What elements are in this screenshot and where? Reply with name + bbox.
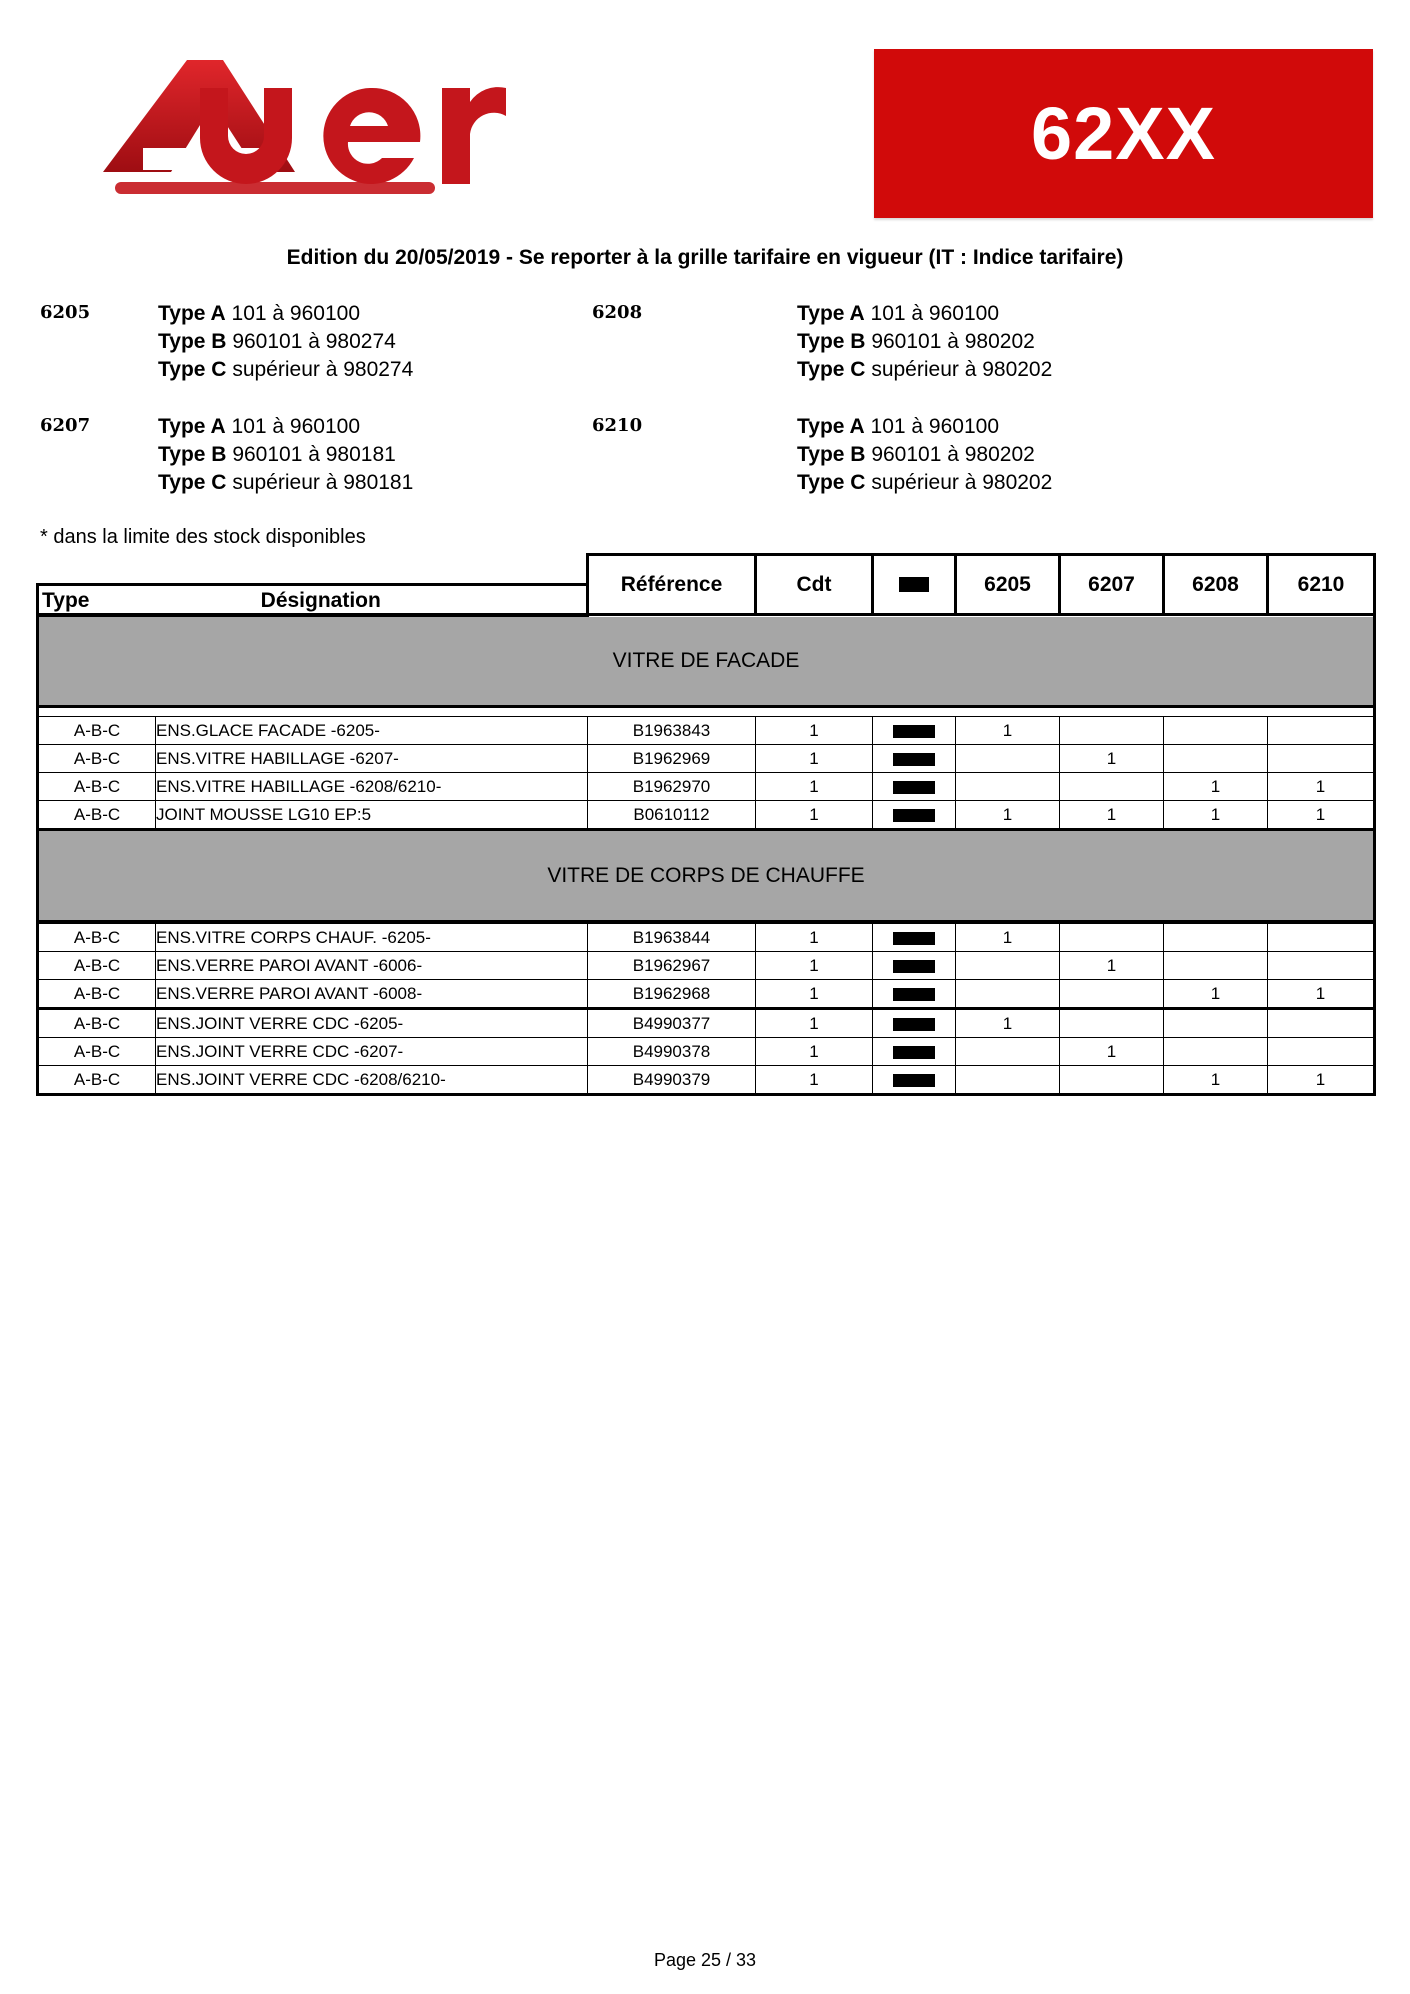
- table-cell: [873, 1038, 956, 1066]
- table-cell: [1164, 745, 1268, 773]
- table-cell: 1: [756, 801, 873, 830]
- serial-range: 101 à 960100: [870, 415, 999, 438]
- section-row: [38, 615, 1375, 707]
- redacted-block-icon: [893, 988, 935, 1001]
- serial-range: 960101 à 980202: [871, 330, 1035, 353]
- edition-line: Edition du 20/05/2019 - Se reporter à la grille tarifaire en vigueur (IT : Indice tarifaire): [286, 246, 1124, 269]
- table-cell: 1: [956, 1009, 1060, 1038]
- range-model-6205: 6205: [40, 302, 91, 323]
- type-line: [797, 300, 1052, 328]
- type-line: [797, 441, 1052, 469]
- table-row: [38, 801, 1375, 830]
- table-cell: 1: [1268, 773, 1375, 801]
- table-cell: ENS.VITRE HABILLAGE -6207-: [156, 745, 588, 773]
- serial-range: supérieur à 980202: [871, 471, 1053, 494]
- table-cell: JOINT MOUSSE LG10 EP:5: [156, 801, 588, 830]
- redacted-block-icon: [893, 932, 935, 945]
- table-row: [38, 1038, 1375, 1066]
- table-cell: A-B-C: [38, 745, 156, 773]
- table-cell: 1: [756, 1038, 873, 1066]
- redacted-block-icon: [899, 577, 929, 592]
- table-cell: ENS.JOINT VERRE CDC -6208/6210-: [156, 1066, 588, 1095]
- table-header-top: [38, 555, 1375, 585]
- type-line: [158, 469, 413, 497]
- serial-range: 960101 à 980202: [871, 443, 1035, 466]
- table-row: [38, 924, 1375, 952]
- range-block-6207: [158, 413, 413, 497]
- type-label: Type C: [158, 358, 227, 381]
- table-cell: B4990378: [588, 1038, 756, 1066]
- type-line: [158, 413, 413, 441]
- table-cell: A-B-C: [38, 773, 156, 801]
- table-cell: [1060, 1009, 1164, 1038]
- table-cell: 1: [1268, 801, 1375, 830]
- serial-range: supérieur à 980202: [871, 358, 1053, 381]
- table-cell: 1: [756, 1066, 873, 1095]
- table-cell: [956, 980, 1060, 1009]
- table-cell: 1: [756, 1009, 873, 1038]
- range-block-6210: [797, 413, 1052, 497]
- logo-letters-icon: [180, 68, 580, 188]
- section-title: VITRE DE FACADE: [38, 615, 1375, 707]
- table-row: [38, 707, 1375, 717]
- table-cell: 1: [1060, 801, 1164, 830]
- type-label: Type B: [797, 330, 866, 353]
- table-cell: 1: [1060, 745, 1164, 773]
- range-model-6207: 6207: [40, 415, 91, 436]
- type-line: [797, 469, 1052, 497]
- type-label: Type A: [797, 415, 865, 438]
- table-cell: ENS.JOINT VERRE CDC -6207-: [156, 1038, 588, 1066]
- range-block-6208: [797, 300, 1052, 384]
- section-row: [38, 830, 1375, 922]
- table-cell: 1: [1268, 1066, 1375, 1095]
- col-6207: 6207: [1060, 555, 1164, 615]
- table-cell: [956, 952, 1060, 980]
- col-type: Type: [38, 585, 156, 615]
- type-line: [797, 356, 1052, 384]
- table-cell: [1268, 745, 1375, 773]
- type-line: [158, 441, 413, 469]
- table-cell: [873, 980, 956, 1009]
- table-cell: 1: [1060, 1038, 1164, 1066]
- table-cell: 1: [756, 924, 873, 952]
- section-title: VITRE DE CORPS DE CHAUFFE: [38, 830, 1375, 922]
- range-model-6210: 6210: [592, 415, 643, 436]
- col-6208: 6208: [1164, 555, 1268, 615]
- table-cell: [873, 745, 956, 773]
- type-line: [797, 413, 1052, 441]
- type-label: Type A: [797, 302, 865, 325]
- table-cell: ENS.GLACE FACADE -6205-: [156, 717, 588, 745]
- table-cell: 1: [956, 717, 1060, 745]
- table-cell: 1: [756, 980, 873, 1009]
- table-cell: B1962970: [588, 773, 756, 801]
- table-cell: B1962968: [588, 980, 756, 1009]
- table-row: [38, 773, 1375, 801]
- redacted-block-icon: [893, 725, 935, 738]
- type-line: [797, 328, 1052, 356]
- table-cell: [1060, 980, 1164, 1009]
- type-label: Type B: [797, 443, 866, 466]
- table-cell: [956, 1066, 1060, 1095]
- table-cell: [1060, 773, 1164, 801]
- table-cell: B1963844: [588, 924, 756, 952]
- table-cell: [873, 1009, 956, 1038]
- type-line: [158, 300, 413, 328]
- type-line: [158, 328, 413, 356]
- table-cell: 1: [756, 952, 873, 980]
- table-cell: 1: [756, 717, 873, 745]
- table-cell: 1: [956, 924, 1060, 952]
- table-cell: A-B-C: [38, 980, 156, 1009]
- range-model-6208: 6208: [592, 302, 643, 323]
- table-row: [38, 745, 1375, 773]
- table-cell: [1164, 924, 1268, 952]
- col-6210: 6210: [1268, 555, 1375, 615]
- table-cell: 1: [956, 801, 1060, 830]
- table-cell: [1060, 924, 1164, 952]
- table-row: [38, 1009, 1375, 1038]
- page-number: Page 25 / 33: [653, 1950, 757, 1970]
- table-cell: 1: [1164, 801, 1268, 830]
- table-cell: [1268, 924, 1375, 952]
- table-cell: [873, 801, 956, 830]
- table-cell: ENS.VERRE PAROI AVANT -6008-: [156, 980, 588, 1009]
- table-cell: ENS.VITRE HABILLAGE -6208/6210-: [156, 773, 588, 801]
- table-cell: [873, 924, 956, 952]
- parts-table: [36, 553, 1376, 1096]
- redacted-block-icon: [893, 809, 935, 822]
- table-cell: A-B-C: [38, 717, 156, 745]
- stock-note: * dans la limite des stock disponibles: [40, 526, 366, 548]
- table-cell: B0610112: [588, 801, 756, 830]
- col-cdt: Cdt: [756, 555, 873, 615]
- table-row: [38, 717, 1375, 745]
- table-cell: [956, 745, 1060, 773]
- table-cell: [1268, 1038, 1375, 1066]
- type-label: Type B: [158, 443, 227, 466]
- type-label: Type C: [797, 358, 866, 381]
- table-cell: B4990377: [588, 1009, 756, 1038]
- col-reference: Référence: [588, 555, 756, 615]
- type-line: [158, 356, 413, 384]
- range-block-6205: [158, 300, 413, 384]
- table-cell: [1268, 952, 1375, 980]
- table-cell: [956, 773, 1060, 801]
- table-cell: A-B-C: [38, 1038, 156, 1066]
- col-6205: 6205: [956, 555, 1060, 615]
- col-designation: Désignation: [156, 585, 588, 615]
- redacted-block-icon: [893, 1046, 935, 1059]
- table-row: [38, 952, 1375, 980]
- table-cell: [38, 707, 1375, 717]
- table-cell: 1: [1164, 1066, 1268, 1095]
- table-cell: A-B-C: [38, 1009, 156, 1038]
- table-cell: B1962969: [588, 745, 756, 773]
- table-cell: A-B-C: [38, 1066, 156, 1095]
- table-cell: [873, 773, 956, 801]
- table-cell: 1: [1164, 980, 1268, 1009]
- table-cell: B4990379: [588, 1066, 756, 1095]
- redacted-block-icon: [893, 960, 935, 973]
- serial-range: 101 à 960100: [870, 302, 999, 325]
- table-cell: [1164, 1038, 1268, 1066]
- redacted-block-icon: [893, 1018, 935, 1031]
- table-cell: 1: [1164, 773, 1268, 801]
- redacted-block-icon: [893, 781, 935, 794]
- table-cell: ENS.VERRE PAROI AVANT -6006-: [156, 952, 588, 980]
- table-cell: ENS.JOINT VERRE CDC -6205-: [156, 1009, 588, 1038]
- serial-range: supérieur à 980274: [232, 358, 414, 381]
- table-cell: [1164, 1009, 1268, 1038]
- table-cell: B1963843: [588, 717, 756, 745]
- type-label: Type C: [158, 471, 227, 494]
- table-cell: 1: [756, 745, 873, 773]
- type-label: Type C: [797, 471, 866, 494]
- table-cell: A-B-C: [38, 924, 156, 952]
- table-cell: B1962967: [588, 952, 756, 980]
- table-cell: [1060, 1066, 1164, 1095]
- serial-range: supérieur à 980181: [232, 471, 414, 494]
- redacted-block-icon: [893, 1074, 935, 1087]
- redacted-block-icon: [893, 753, 935, 766]
- table-cell: [38, 555, 588, 585]
- table-cell: [873, 1066, 956, 1095]
- table-cell: [873, 717, 956, 745]
- table-cell: 1: [756, 773, 873, 801]
- model-banner: [874, 49, 1373, 218]
- table-row: [38, 1066, 1375, 1095]
- table-cell: ENS.VITRE CORPS CHAUF. -6205-: [156, 924, 588, 952]
- table-cell: 1: [1060, 952, 1164, 980]
- table-cell: 1: [1268, 980, 1375, 1009]
- table-cell: [1268, 1009, 1375, 1038]
- serial-range: 960101 à 980181: [232, 443, 396, 466]
- table-cell: A-B-C: [38, 952, 156, 980]
- table-cell: [1268, 717, 1375, 745]
- table-cell: [1060, 717, 1164, 745]
- table-cell: [873, 952, 956, 980]
- type-label: Type A: [158, 302, 226, 325]
- table-row: [38, 980, 1375, 1009]
- table-cell: A-B-C: [38, 801, 156, 830]
- table-cell: [1164, 717, 1268, 745]
- table-cell: [956, 1038, 1060, 1066]
- serial-range: 101 à 960100: [231, 302, 360, 325]
- model-code: 62XX: [1030, 92, 1217, 175]
- table-cell: [1164, 952, 1268, 980]
- col-price-index: [873, 555, 956, 615]
- serial-range: 960101 à 980274: [232, 330, 396, 353]
- type-label: Type B: [158, 330, 227, 353]
- type-label: Type A: [158, 415, 226, 438]
- serial-range: 101 à 960100: [231, 415, 360, 438]
